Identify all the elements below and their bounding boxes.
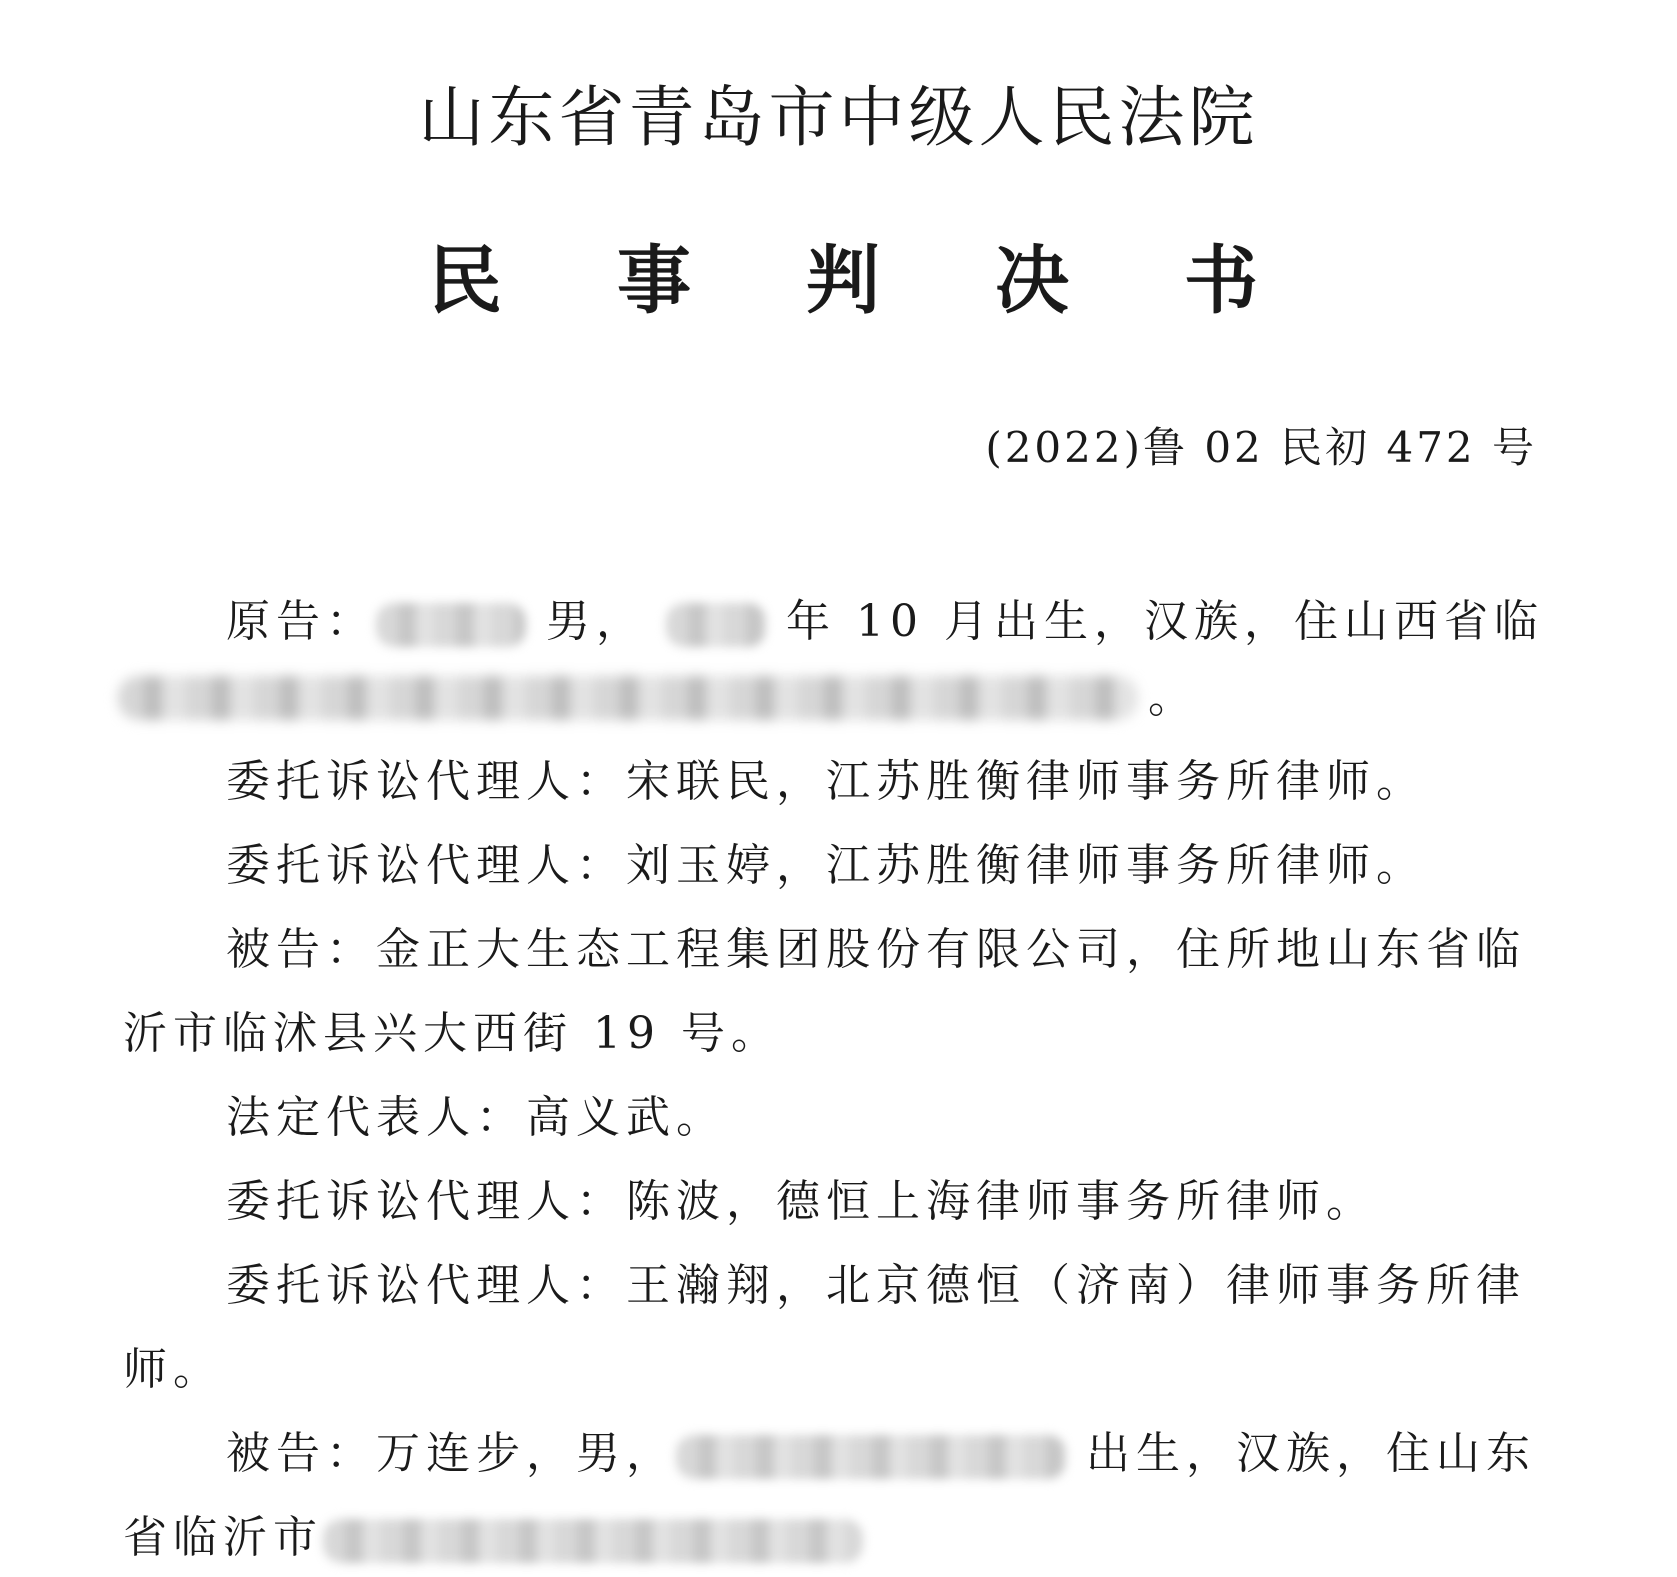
title-char: 书 — [1184, 238, 1258, 324]
legal-representative: 法定代表人：高义武。 — [226, 1092, 726, 1143]
title-char: 决 — [995, 238, 1069, 324]
court-name: 山东省青岛市中级人民法院 — [418, 79, 1259, 156]
defendant2-suffix: 出生，汉族，住山东 — [1086, 1428, 1536, 1479]
redacted-address-2 — [323, 1519, 863, 1563]
defendant2-city: 省临沂市 — [123, 1512, 323, 1563]
title-char: 民 — [428, 238, 502, 324]
plaintiff-label: 原告： — [226, 596, 376, 647]
document-title — [428, 236, 1258, 326]
agent-line-4-cont: 师。 — [123, 1344, 223, 1395]
redacted-birth-date — [676, 1435, 1066, 1479]
defendant2-line-1 — [226, 1424, 1536, 1484]
agent-line-4: 委托诉讼代理人：王瀚翔，北京德恒（济南）律师事务所律 — [226, 1260, 1526, 1311]
redacted-name — [376, 603, 526, 647]
defendant2-line-2 — [123, 1508, 863, 1568]
redacted-birth-year — [666, 603, 766, 647]
agent-line-3: 委托诉讼代理人：陈波，德恒上海律师事务所律师。 — [226, 1176, 1376, 1227]
redacted-address — [118, 676, 1138, 720]
defendant2-prefix: 被告：万连步，男， — [226, 1428, 676, 1479]
title-char: 判 — [806, 238, 880, 324]
plaintiff-line-end: 。 — [1148, 672, 1198, 723]
defendant1-line-1: 被告：金正大生态工程集团股份有限公司，住所地山东省临 — [226, 924, 1526, 975]
plaintiff-gender: 男， — [546, 596, 646, 647]
agent-line-2: 委托诉讼代理人：刘玉婷，江苏胜衡律师事务所律师。 — [226, 840, 1426, 891]
plaintiff-line — [226, 592, 1544, 652]
agent-line-1: 委托诉讼代理人：宋联民，江苏胜衡律师事务所律师。 — [226, 756, 1426, 807]
plaintiff-rest: 年 10 月出生，汉族，住山西省临 — [786, 596, 1544, 647]
title-char: 事 — [617, 238, 691, 324]
defendant1-line-2: 沂市临沭县兴大西街 19 号。 — [123, 1008, 781, 1059]
case-number: (2022)鲁 02 民初 472 号 — [985, 423, 1537, 472]
